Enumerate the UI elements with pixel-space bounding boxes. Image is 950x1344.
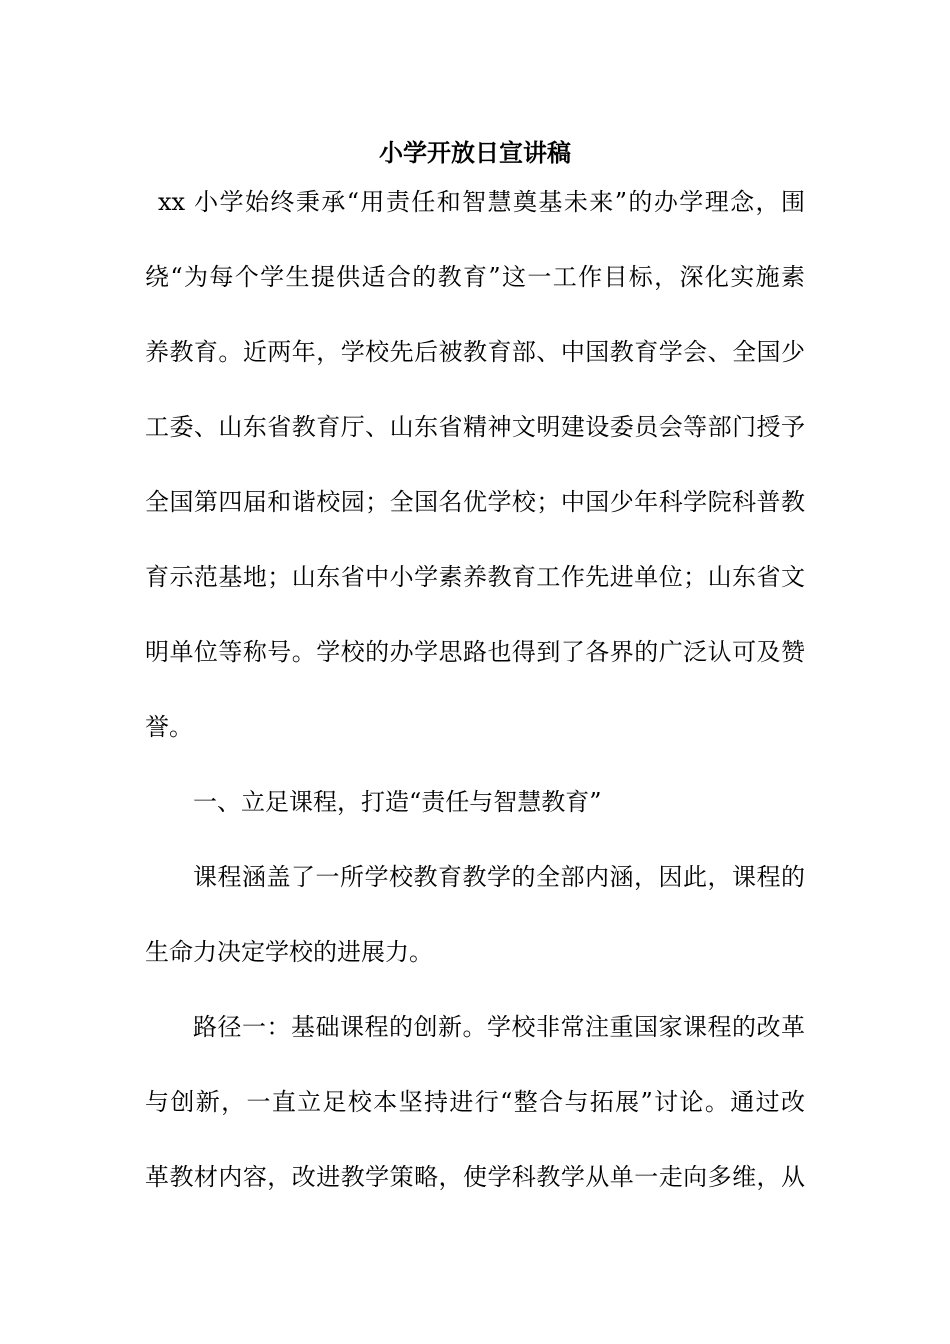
section-heading: 一、立足课程，打造“责任与智慧教育” (193, 788, 602, 816)
paragraph-line: 革教材内容，改进教学策略，使学科教学从单一走向多维，从 (145, 1163, 805, 1191)
paragraph-line: 绕“为每个学生提供适合的教育”这一工作目标，深化实施素 (145, 263, 805, 291)
paragraph-line: 养教育。近两年，学校先后被教育部、中国教育学会、全国少 (145, 338, 805, 366)
paragraph-line: 誉。 (145, 713, 193, 741)
paragraph-line: 课程涵盖了一所学校教育教学的全部内涵，因此，课程的 (193, 863, 805, 891)
paragraph-line: 路径一：基础课程的创新。学校非常注重国家课程的改革 (193, 1013, 805, 1041)
paragraph-line: 生命力决定学校的进展力。 (145, 938, 433, 966)
paragraph-line: 明单位等称号。学校的办学思路也得到了各界的广泛认可及赞 (145, 638, 805, 666)
paragraph-line: 全国第四届和谐校园；全国名优学校；中国少年科学院科普教 (145, 488, 805, 516)
paragraph-line: 育示范基地；山东省中小学素养教育工作先进单位；山东省文 (145, 563, 805, 591)
paragraph-line: 与创新，一直立足校本坚持进行“整合与拓展”讨论。通过改 (145, 1088, 805, 1116)
paragraph-line: xx 小学始终秉承“用责任和智慧奠基未来”的办学理念，围 (158, 188, 805, 216)
document-title: 小学开放日宣讲稿 (379, 139, 571, 167)
paragraph-line: 工委、山东省教育厅、山东省精神文明建设委员会等部门授予 (145, 413, 805, 441)
